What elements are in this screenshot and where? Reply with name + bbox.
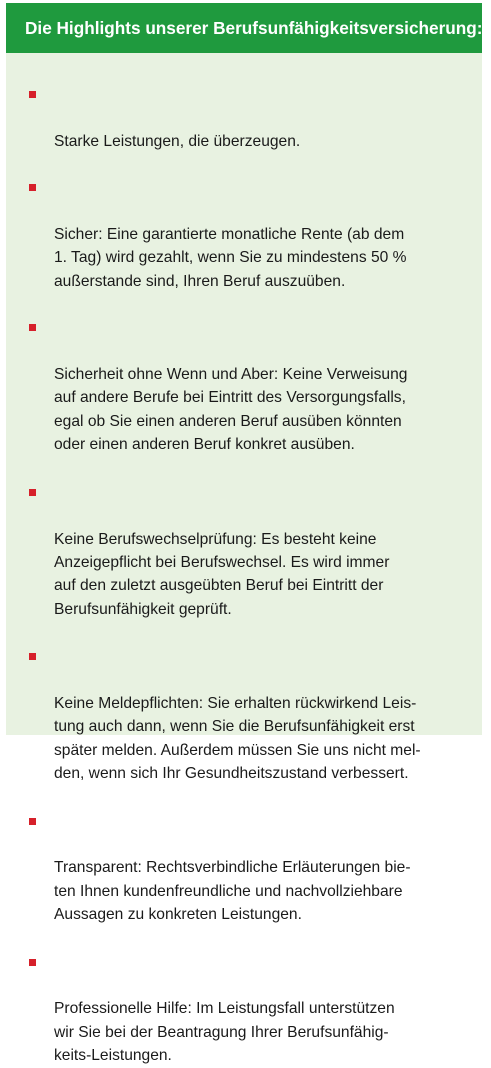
- red-square-bullet-icon: [29, 489, 36, 496]
- list-item-text: Transparent: Rechtsverbindliche Erläuterungen bie- ten Ihnen kundenfreundliche und nachvollziehbare Aussagen zu konkreten Leistungen.: [54, 859, 411, 924]
- list-item-text: Sicher: Eine garantierte monatliche Rente (ab dem 1. Tag) wird gezahlt, wenn Sie zu mindestens 50 % außerstande sind, Ihren Beruf auszuüben.: [54, 226, 407, 290]
- list-item-text: Keine Berufswechselprüfung: Es besteht keine Anzeigepflicht bei Berufswechsel. Es wird immer auf den zuletzt ausgeübten Beruf bei Eintritt der Berufsunfähigkeit geprüft.: [54, 530, 390, 618]
- list-item: [6, 645, 482, 785]
- red-square-bullet-icon: [29, 324, 36, 331]
- highlights-box: [6, 3, 483, 1065]
- red-square-bullet-icon: [29, 91, 36, 98]
- list-item: [6, 951, 482, 1068]
- box-title: Die Highlights unserer Berufsunfähigkeitsversicherung:: [6, 3, 482, 53]
- list-item-text: Professionelle Hilfe: Im Leistungsfall unterstützen wir Sie bei der Beantragung Ihrer Berufsunfähig- keits-Leistungen.: [54, 1000, 395, 1065]
- list-item: [6, 481, 482, 621]
- list-item-text: Starke Leistungen, die überzeugen.: [54, 132, 301, 150]
- list-item: [6, 810, 482, 927]
- red-square-bullet-icon: [29, 653, 36, 660]
- list-item-text: Sicherheit ohne Wenn und Aber: Keine Verweisung auf andere Berufe bei Eintritt des Versorgungsfalls, egal ob Sie einen anderen Beruf ausüben könnten oder einen anderen Beruf konkret ausüben.: [54, 366, 408, 454]
- list-item-text: Keine Meldepflichten: Sie erhalten rückwirkend Leis- tung auch dann, wenn Sie die Berufsunfähigkeit erst später melden. Außerdem müssen Sie uns nicht mel- den, wenn sich Ihr Gesundheitszustand verbessert.: [54, 694, 421, 783]
- list-item: [6, 316, 482, 456]
- red-square-bullet-icon: [29, 959, 36, 966]
- list-item: [6, 83, 482, 153]
- red-square-bullet-icon: [29, 184, 36, 191]
- red-square-bullet-icon: [29, 818, 36, 825]
- list-item: [6, 176, 482, 293]
- highlights-list: [6, 53, 482, 1068]
